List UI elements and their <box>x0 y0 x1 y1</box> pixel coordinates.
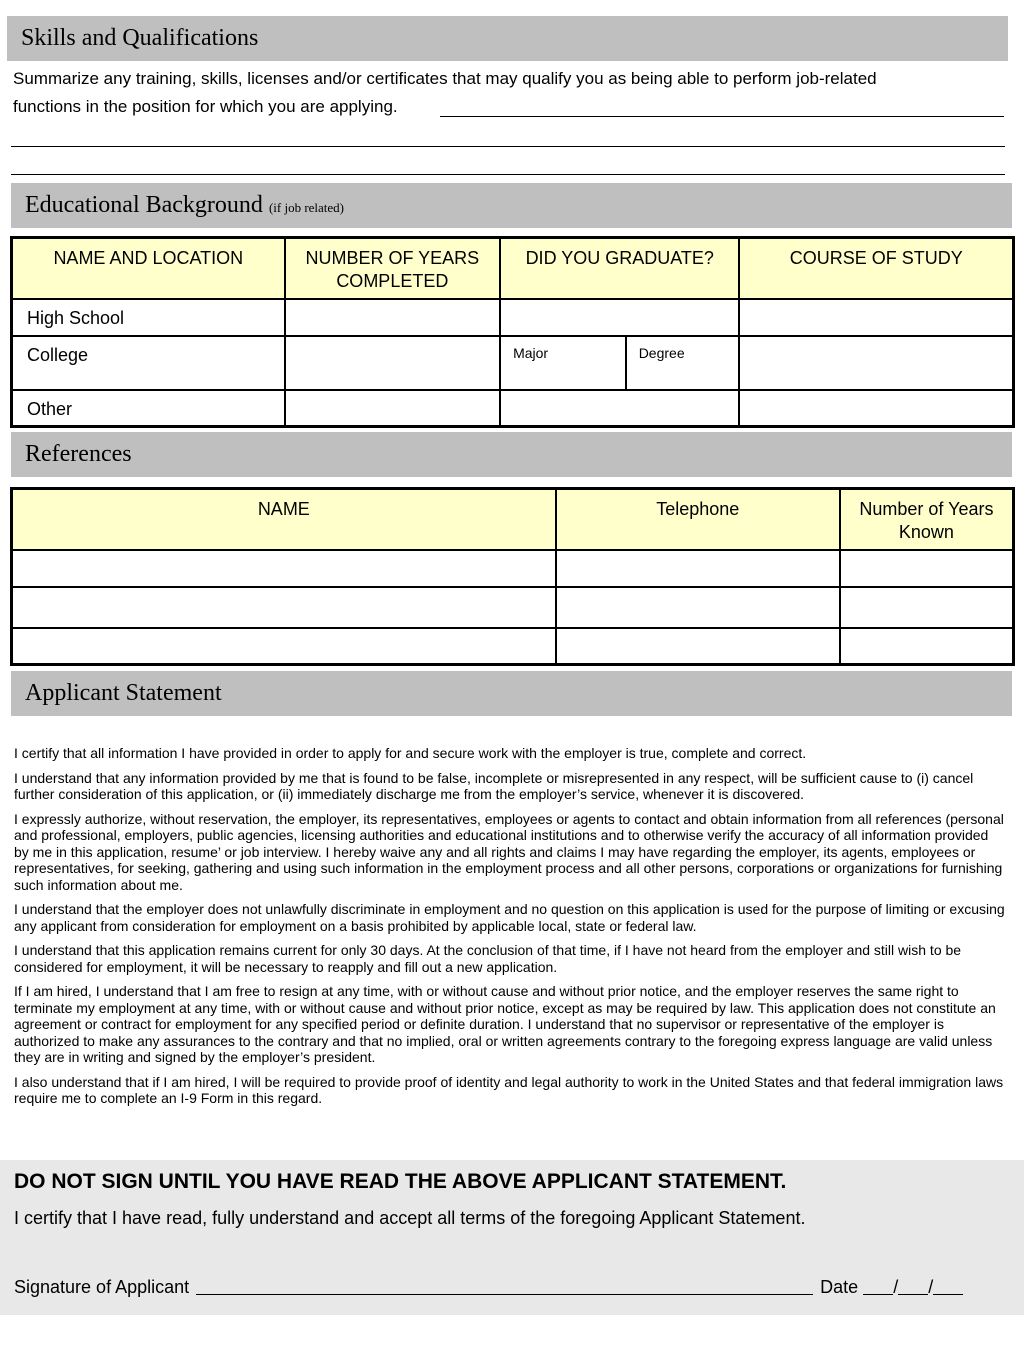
statement-paragraph: I understand that the employer does not unlawfully discriminate in employment and no question on this application is used for the purpose of limiting or excusing any applicant from consideration for employment on a basis prohibited by applicable local, state or federal law. <box>14 901 1005 934</box>
signature-box <box>0 1160 1024 1315</box>
college-degree-cell[interactable]: Degree <box>626 336 740 390</box>
education-row-label-other: Other <box>12 390 285 427</box>
reference-1-telephone-cell[interactable] <box>556 550 840 587</box>
date-month-blank[interactable] <box>863 1276 893 1295</box>
other-course-cell[interactable] <box>739 390 1013 427</box>
table-row <box>12 587 1014 628</box>
college-years-cell[interactable] <box>285 336 500 390</box>
signature-label: Signature of Applicant <box>14 1277 190 1297</box>
references-table <box>10 487 1015 666</box>
references-header-telephone: Telephone <box>556 489 840 550</box>
signature-certify-text: I certify that I have read, fully understand and accept all terms of the foregoing Applicant Statement. <box>14 1208 806 1228</box>
reference-3-years-cell[interactable] <box>840 628 1014 665</box>
reference-2-telephone-cell[interactable] <box>556 587 840 628</box>
reference-2-years-cell[interactable] <box>840 587 1014 628</box>
college-course-cell[interactable] <box>739 336 1013 390</box>
skills-section-header <box>7 16 1008 61</box>
table-row <box>12 628 1014 665</box>
reference-3-telephone-cell[interactable] <box>556 628 840 665</box>
education-section-title: Educational Background <box>25 192 263 218</box>
references-section-title: References <box>25 441 132 467</box>
signature-row <box>14 1276 963 1298</box>
high-school-years-cell[interactable] <box>285 299 500 336</box>
college-major-cell[interactable]: Major <box>500 336 626 390</box>
statement-body <box>14 745 1006 1115</box>
reference-1-name-cell[interactable] <box>12 550 556 587</box>
high-school-graduate-cell[interactable] <box>500 299 739 336</box>
table-row <box>12 336 1014 390</box>
reference-1-years-cell[interactable] <box>840 550 1014 587</box>
skills-section-title: Skills and Qualifications <box>21 25 259 51</box>
table-row <box>12 299 1014 336</box>
education-section-subtitle: (if job related) <box>268 200 345 215</box>
statement-paragraph: I certify that all information I have provided in order to apply for and secure work with the employer is true, complete and correct. <box>14 745 807 761</box>
date-day-blank[interactable] <box>898 1276 928 1295</box>
skills-prompt-line2: functions in the position for which you are applying. <box>13 97 398 116</box>
date-year-blank[interactable] <box>933 1276 963 1295</box>
education-header-years: NUMBER OF YEARS COMPLETED <box>285 238 500 299</box>
references-header-row <box>12 489 1014 550</box>
statement-paragraph: I also understand that if I am hired, I will be required to provide proof of identity and legal authority to work in the United States and that federal immigration laws require me to complete an I-9 Form in this regard. <box>14 1073 1004 1106</box>
skills-answer-line-1[interactable] <box>440 116 1004 117</box>
statement-section-header <box>11 671 1012 716</box>
skills-prompt <box>13 65 1013 121</box>
other-years-cell[interactable] <box>285 390 500 427</box>
education-header-row <box>12 238 1014 299</box>
references-header-years-known: Number of Years Known <box>840 489 1014 550</box>
date-label: Date <box>820 1277 859 1297</box>
statement-paragraph: I expressly authorize, without reservation, the employer, its representatives, employees or agents to contact and obtain information from all references (personal and professional, employers, public agencies, licensing authorities and educational institutions and to otherwise verify the accuracy of all information provided by me in this application, resume’ or job interview. I hereby waive any and all rights and claims I may have regarding the employer, its agents, employees or representatives, for seeking, gathering and using such information in the employment process and all other persons, corporations or organizations for furnishing such information about me. <box>14 810 1004 893</box>
education-header-course: COURSE OF STUDY <box>739 238 1013 299</box>
skills-prompt-line1: Summarize any training, skills, licenses and/or certificates that may qualify you as being able to perform job-related <box>13 69 877 88</box>
date-separator: / <box>928 1277 934 1297</box>
references-section-header <box>11 432 1012 477</box>
other-graduate-cell[interactable] <box>500 390 739 427</box>
statement-paragraph: If I am hired, I understand that I am free to resign at any time, with or without cause and without prior notice, and the employer reserves the same right to terminate my employment at any time, with or without cause and without prior notice, except as may be required by law. This application does not constitute an agreement or contract for employment for any specified period or definite duration. I understand that no supervisor or representative of the employer is authorized to make any assurances to the contrary and that no implied, oral or written agreements contrary to the foregoing express language are valid unless they are in writing and signed by the employer’s president. <box>14 983 996 1065</box>
high-school-course-cell[interactable] <box>739 299 1013 336</box>
education-row-label-high-school: High School <box>12 299 285 336</box>
statement-paragraph: I understand that this application remains current for only 30 days. At the conclusion of that time, if I have not heard from the employer and still wish to be considered for employment, it will be necessary to reapply and fill out a new application. <box>14 942 962 975</box>
signature-line[interactable] <box>196 1276 813 1295</box>
signature-warning: DO NOT SIGN UNTIL YOU HAVE READ THE ABOVE APPLICANT STATEMENT. <box>14 1170 787 1193</box>
reference-3-name-cell[interactable] <box>12 628 556 665</box>
references-header-name: NAME <box>12 489 556 550</box>
education-row-label-college: College <box>12 336 285 390</box>
table-row <box>12 390 1014 427</box>
education-header-graduate: DID YOU GRADUATE? <box>500 238 739 299</box>
date-separator: / <box>893 1277 899 1297</box>
statement-section-title: Applicant Statement <box>25 680 222 706</box>
statement-paragraph: I understand that any information provided by me that is found to be false, incomplete or misrepresented in any respect, will be sufficient cause to (i) cancel further consideration of this application, or (ii) immediately discharge me from the employer’s service, whenever it is discovered. <box>14 769 974 802</box>
skills-answer-line-2[interactable] <box>11 146 1005 147</box>
skills-answer-line-3[interactable] <box>11 174 1005 175</box>
education-table <box>10 236 1015 428</box>
reference-2-name-cell[interactable] <box>12 587 556 628</box>
education-header-name-location: NAME AND LOCATION <box>12 238 285 299</box>
education-section-header <box>11 183 1012 228</box>
table-row <box>12 550 1014 587</box>
